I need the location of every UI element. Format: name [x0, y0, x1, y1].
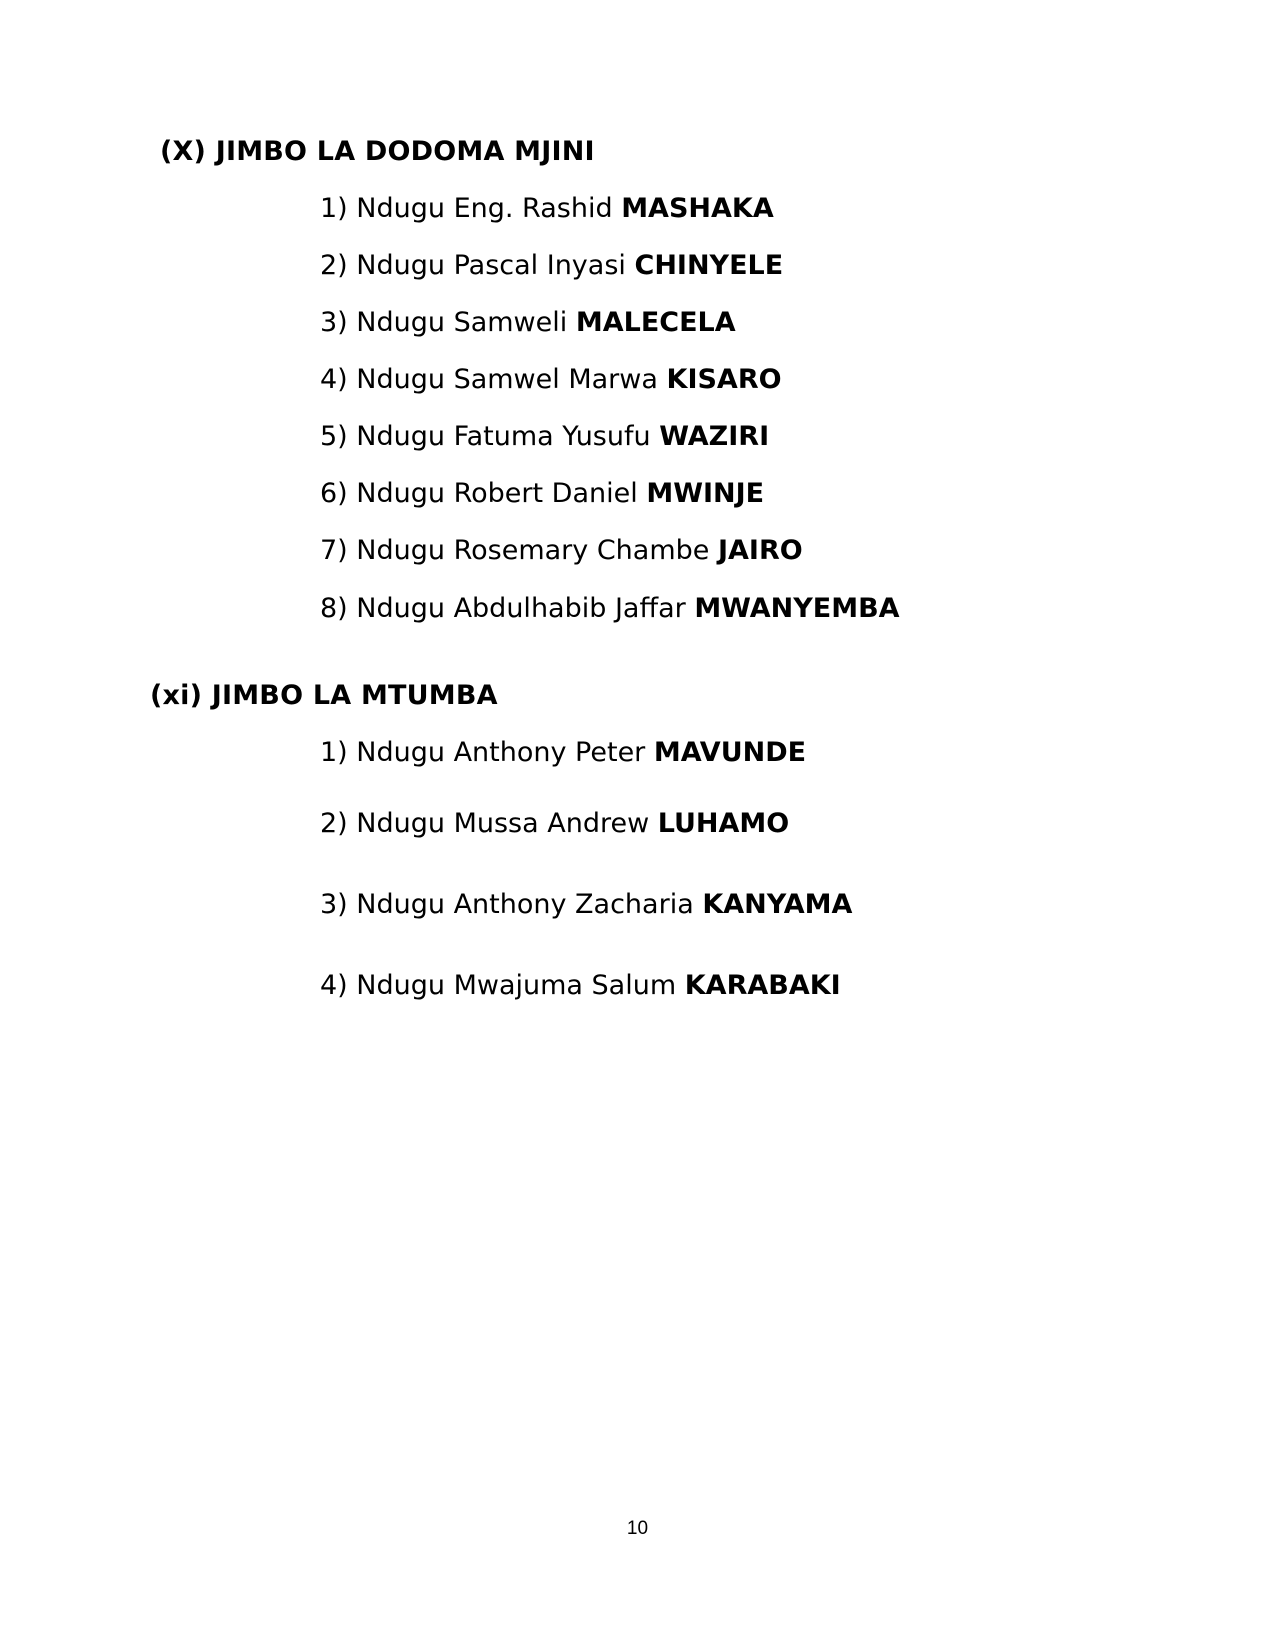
page-number: 10 [626, 1518, 649, 1539]
list-item [320, 193, 774, 224]
entry-name: 4) Ndugu Mwajuma Salum [320, 970, 677, 1001]
entry-name: 8) Ndugu Abdulhabib Jaffar [320, 593, 686, 624]
entry-surname: KANYAMA [702, 889, 853, 920]
entry-name: 5) Ndugu Fatuma Yusufu [320, 421, 651, 452]
entry-surname: MAVUNDE [653, 737, 807, 768]
entry-name: 2) Ndugu Pascal Inyasi [320, 250, 626, 281]
list-item [320, 593, 900, 624]
entry-name: 1) Ndugu Anthony Peter [320, 737, 646, 768]
entry-surname: JAIRO [717, 535, 803, 566]
entry-surname: LUHAMO [657, 808, 790, 839]
list-item [320, 364, 782, 395]
entry-surname: MWINJE [646, 478, 765, 509]
entry-surname: MALECELA [575, 307, 736, 338]
list-item [320, 250, 783, 281]
list-item [320, 535, 803, 566]
entry-name: 1) Ndugu Eng. Rashid [320, 193, 613, 224]
list-item [320, 737, 806, 768]
entry-surname: KARABAKI [684, 970, 841, 1001]
list-item [320, 421, 769, 452]
list-item [320, 478, 764, 509]
section-heading-mtumba: (xi) JIMBO LA MTUMBA [150, 680, 498, 711]
entry-name: 7) Ndugu Rosemary Chambe [320, 535, 710, 566]
entry-surname: CHINYELE [634, 250, 784, 281]
section-heading-dodoma-mjini: (X) JIMBO LA DODOMA MJINI [160, 136, 595, 167]
entry-name: 4) Ndugu Samwel Marwa [320, 364, 658, 395]
list-item [320, 307, 736, 338]
entry-surname: KISARO [666, 364, 782, 395]
list-item [320, 970, 841, 1001]
list-item [320, 808, 789, 839]
entry-surname: MASHAKA [621, 193, 774, 224]
list-item [320, 889, 852, 920]
entry-name: 2) Ndugu Mussa Andrew [320, 808, 650, 839]
entry-name: 3) Ndugu Anthony Zacharia [320, 889, 694, 920]
entry-name: 3) Ndugu Samweli [320, 307, 568, 338]
entry-surname: WAZIRI [659, 421, 770, 452]
entry-name: 6) Ndugu Robert Daniel [320, 478, 638, 509]
entry-surname: MWANYEMBA [694, 593, 900, 624]
